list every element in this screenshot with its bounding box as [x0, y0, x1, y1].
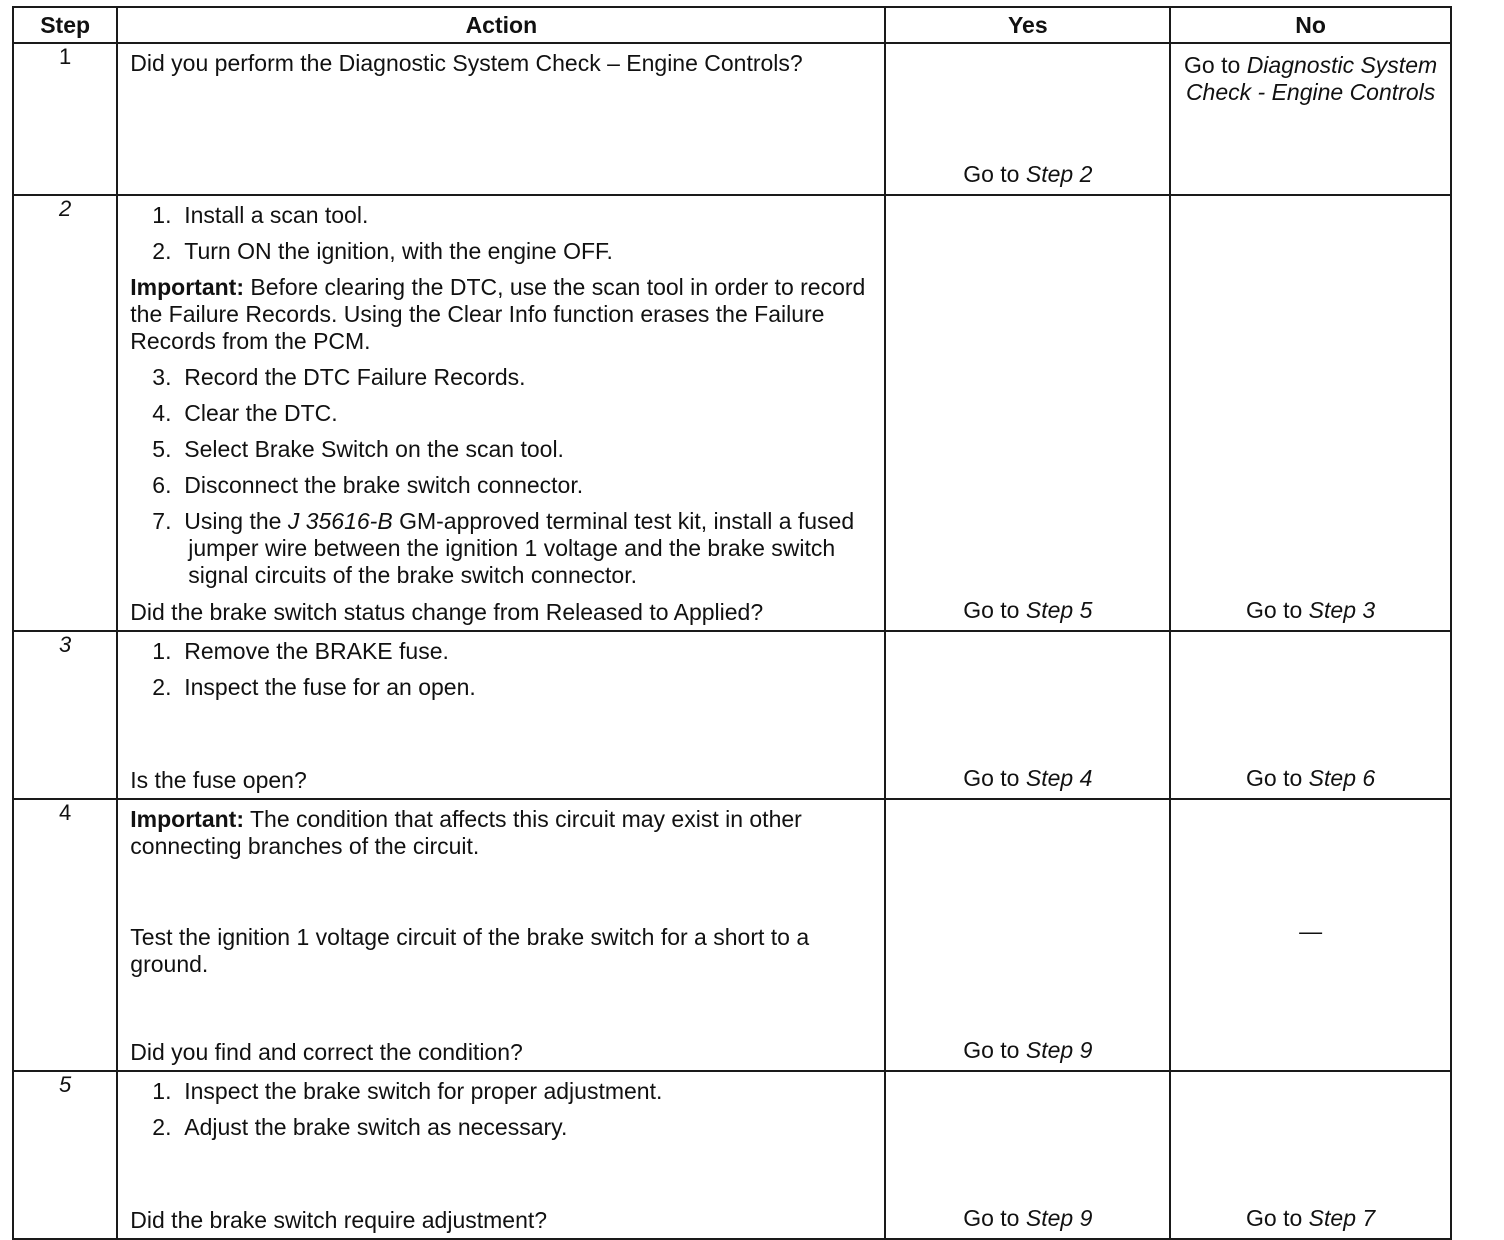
- yes-target-link[interactable]: Step 5: [1025, 597, 1093, 623]
- action-cell: [117, 799, 885, 1071]
- yes-cell: [885, 195, 1170, 631]
- yes-goto: Go to Step 9: [963, 1037, 1093, 1063]
- no-target-link[interactable]: Step 7: [1308, 1205, 1376, 1231]
- list-item: 3. Record the DTC Failure Records.: [152, 364, 526, 390]
- yes-goto: Go to Step 2: [963, 161, 1093, 187]
- yes-target-link[interactable]: Step 2: [1025, 161, 1093, 187]
- no-target-link[interactable]: Step 3: [1308, 597, 1376, 623]
- action-content: [118, 632, 884, 798]
- test-instruction: Test the ignition 1 voltage circuit of the brake switch for a short to a ground.: [130, 924, 810, 977]
- yes-goto: Go to Step 9: [963, 1205, 1093, 1231]
- table-row: [13, 799, 1451, 1071]
- question-text: Is the fuse open?: [130, 767, 307, 793]
- action-content: [118, 1072, 884, 1238]
- table-row: [13, 43, 1451, 195]
- action-cell: [117, 195, 885, 631]
- no-cell: [1170, 43, 1451, 195]
- list-item: 2. Adjust the brake switch as necessary.: [152, 1114, 568, 1140]
- list-item: 1. Install a scan tool.: [152, 202, 369, 228]
- no-goto: Go to Step 6: [1246, 765, 1376, 791]
- header-step: Step: [13, 7, 117, 43]
- list-item: 1. Remove the BRAKE fuse.: [152, 638, 449, 664]
- header-action: Action: [117, 7, 885, 43]
- step-number: 4: [13, 799, 117, 1071]
- tool-number: J 35616-B: [287, 508, 393, 534]
- header-row: [13, 7, 1451, 43]
- important-note: Important: The condition that affects this circuit may exist in other connecting branches of the circuit.: [130, 806, 802, 859]
- step-number: 1: [13, 43, 117, 195]
- yes-cell: [885, 799, 1170, 1071]
- yes-cell: [885, 43, 1170, 195]
- no-target-link[interactable]: Step 6: [1308, 765, 1376, 791]
- important-note: Important: Before clearing the DTC, use the scan tool in order to record the Failure Records. Using the Clear Info function erases the Failure Records from the PCM.: [130, 274, 866, 354]
- action-content: [118, 44, 884, 194]
- action-cell: [117, 43, 885, 195]
- no-cell: [1170, 1071, 1451, 1239]
- yes-goto: Go to Step 4: [963, 765, 1093, 791]
- action-content: [118, 196, 884, 630]
- step-number: 2: [13, 195, 117, 631]
- no-cell: [1170, 631, 1451, 799]
- no-goto: Go to Step 7: [1246, 1205, 1376, 1231]
- yes-target-link[interactable]: Step 9: [1025, 1205, 1093, 1231]
- step-number: 5: [13, 1071, 117, 1239]
- diagnostic-table: [12, 6, 1452, 1240]
- list-item: 4. Clear the DTC.: [152, 400, 338, 426]
- list-item: 2. Inspect the fuse for an open.: [152, 674, 476, 700]
- list-item: 6. Disconnect the brake switch connector.: [152, 472, 584, 498]
- no-dash: —: [1299, 918, 1323, 944]
- list-item: 2. Turn ON the ignition, with the engine OFF.: [152, 238, 613, 264]
- action-content: [118, 800, 884, 1070]
- action-cell: [117, 1071, 885, 1239]
- table-row: [13, 195, 1451, 631]
- step-number: 3: [13, 631, 117, 799]
- yes-target-link[interactable]: Step 4: [1025, 765, 1093, 791]
- yes-cell: [885, 631, 1170, 799]
- question-text: Did the brake switch status change from Released to Applied?: [130, 599, 764, 625]
- yes-target-link[interactable]: Step 9: [1025, 1037, 1093, 1063]
- table-row: [13, 631, 1451, 799]
- no-cell: [1170, 799, 1451, 1071]
- header-no: No: [1170, 7, 1451, 43]
- list-item: 7. Using the J 35616-B GM-approved terminal test kit, install a fused jumper wire between the ignition 1 voltage and the brake switch signal circuits of the brake switch connector.: [152, 508, 855, 588]
- no-target-link[interactable]: Diagnostic System Check - Engine Controls: [1185, 52, 1438, 105]
- no-cell: [1170, 195, 1451, 631]
- yes-goto: Go to Step 5: [963, 597, 1093, 623]
- no-goto: Go to Diagnostic System Check - Engine Controls: [1184, 52, 1438, 105]
- header-yes: Yes: [885, 7, 1170, 43]
- question-text: Did you perform the Diagnostic System Check – Engine Controls?: [130, 50, 803, 76]
- table-row: [13, 1071, 1451, 1239]
- action-cell: [117, 631, 885, 799]
- list-item: 1. Inspect the brake switch for proper adjustment.: [152, 1078, 663, 1104]
- diagnostic-document: [12, 6, 1452, 1233]
- yes-cell: [885, 1071, 1170, 1239]
- list-item: 5. Select Brake Switch on the scan tool.: [152, 436, 564, 462]
- question-text: Did the brake switch require adjustment?: [130, 1207, 548, 1233]
- question-text: Did you find and correct the condition?: [130, 1039, 523, 1065]
- no-goto: Go to Step 3: [1246, 597, 1376, 623]
